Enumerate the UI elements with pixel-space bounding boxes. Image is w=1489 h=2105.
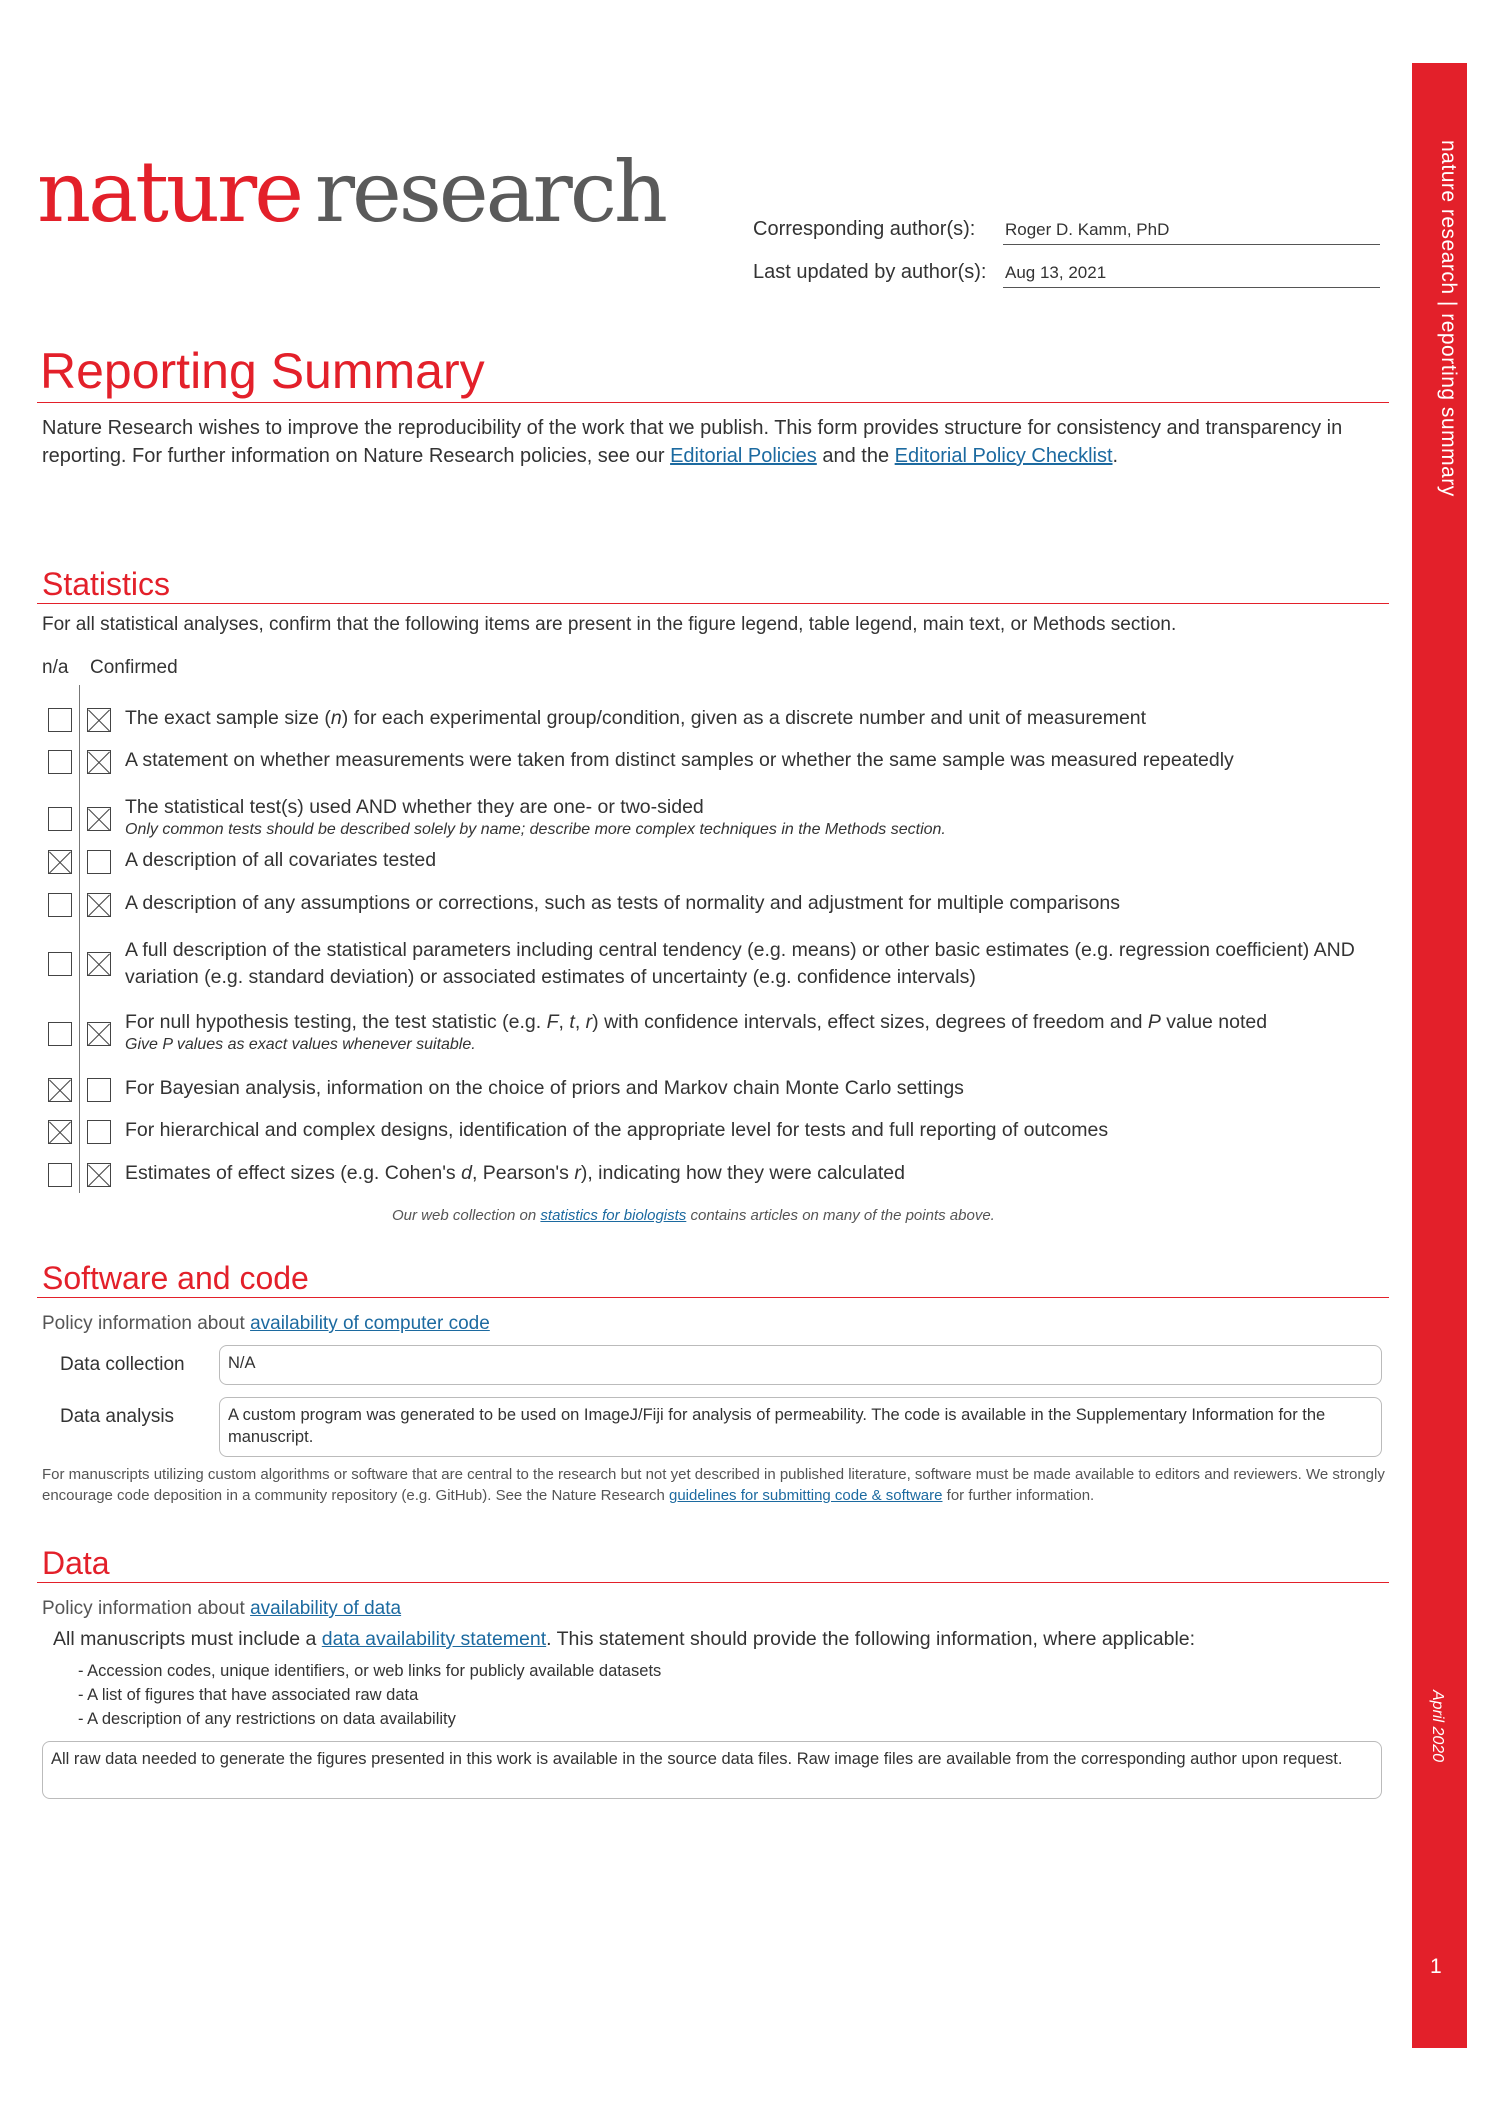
checklist-item-segment: ) for each experimental group/condition, given as a discrete number and unit of measurement <box>341 707 1147 729</box>
checklist-item-segment: For hierarchical and complex designs, identification of the appropriate level for tests and full reporting of outcomes <box>125 1119 1109 1141</box>
software-heading: Software and code <box>42 1260 309 1296</box>
sidebar-date: April 2020 <box>1429 1690 1446 1763</box>
checklist-item-segment: d <box>461 1162 472 1184</box>
checklist-item-note: Give P values as exact values whenever suitable. <box>125 1036 476 1053</box>
corresponding-author-field: Roger D. Kamm, PhD <box>1003 220 1380 245</box>
checklist-item-segment: ) with confidence intervals, effect sizes, degrees of freedom and <box>592 1011 1148 1033</box>
page-title: Reporting Summary <box>40 343 485 399</box>
checklist-item-segment: value noted <box>1160 1011 1268 1033</box>
software-policy: Policy information about availability of computer code <box>42 1313 490 1334</box>
corresponding-author-label: Corresponding author(s): <box>753 218 976 240</box>
nature-research-logo: nature research <box>37 143 665 241</box>
checklist-item-segment: A description of all covariates tested <box>125 849 437 871</box>
checklist-item-segment: F <box>546 1011 559 1033</box>
checklist-item-segment: r <box>585 1011 593 1033</box>
checklist-item-text <box>125 1009 1385 1054</box>
confirmed-checkbox[interactable] <box>87 1163 111 1187</box>
data-heading: Data <box>42 1545 110 1581</box>
data-availability-field[interactable]: All raw data needed to generate the figures presented in this work is available in the source data files. Raw image files are available from the corresponding author upon request. <box>42 1741 1382 1799</box>
checklist-item-segment: For Bayesian analysis, information on the choice of priors and Markov chain Monte Carlo settings <box>125 1077 964 1099</box>
data-analysis-label: Data analysis <box>60 1406 175 1427</box>
na-checkbox[interactable] <box>48 850 72 874</box>
page-number: 1 <box>1430 1955 1442 1978</box>
checklist-item-text <box>125 890 1385 917</box>
checklist-item-text <box>125 705 1385 732</box>
confirmed-checkbox[interactable] <box>87 893 111 917</box>
na-checkbox[interactable] <box>48 1163 72 1187</box>
checklist-item-segment: , <box>558 1011 570 1033</box>
data-bullet-list <box>78 1659 661 1731</box>
checklist-item-segment: A description of any assumptions or corrections, such as tests of normality and adjustment for multiple comparisons <box>125 892 1120 914</box>
column-divider <box>79 685 80 1193</box>
na-checkbox[interactable] <box>48 1022 72 1046</box>
checklist-item-segment: , <box>574 1011 586 1033</box>
na-checkbox[interactable] <box>48 807 72 831</box>
checklist-item-segment: For null hypothesis testing, the test statistic (e.g. <box>125 1011 547 1033</box>
data-analysis-field[interactable]: A custom program was generated to be used on ImageJ/Fiji for analysis of permeability. The code is available in the Supplementary Information for the manuscript. <box>219 1397 1382 1457</box>
data-collection-field[interactable]: N/A <box>219 1345 1382 1385</box>
data-statement: All manuscripts must include a data availability statement. This statement should provide the following information, where applicable: <box>53 1628 1196 1650</box>
checklist-item-text <box>125 1075 1385 1102</box>
confirmed-checkbox[interactable] <box>87 807 111 831</box>
checklist-item-segment: n <box>330 707 342 729</box>
data-rule <box>37 1582 1389 1583</box>
checklist-item-text <box>125 1117 1385 1144</box>
checklist-item-text <box>125 794 1385 839</box>
software-rule <box>37 1297 1389 1298</box>
checklist-item-segment: A statement on whether measurements were taken from distinct samples or whether the same sample was measured repeatedly <box>125 749 1234 771</box>
confirmed-checkbox[interactable] <box>87 1022 111 1046</box>
availability-of-data-link[interactable]: availability of data <box>250 1598 402 1619</box>
software-note: For manuscripts utilizing custom algorithms or software that are central to the research but not yet described in published literature, software must be made available to editors and reviewers. We strongly encourage code deposition in a community repository (e.g. GitHub). See the Nature Research guidelines for submitting code & software for further information. <box>42 1466 1385 1504</box>
na-checkbox[interactable] <box>48 1120 72 1144</box>
na-checkbox[interactable] <box>48 1078 72 1102</box>
checklist-item-segment: P <box>1147 1011 1161 1033</box>
confirmed-checkbox[interactable] <box>87 850 111 874</box>
na-checkbox[interactable] <box>48 708 72 732</box>
checklist-item-segment: r <box>574 1162 581 1184</box>
col-confirmed-label: Confirmed <box>90 657 178 678</box>
intro-paragraph: Nature Research wishes to improve the reproducibility of the work that we publish. This form provides structure for consistency and transparency in reporting. For further information on Nature Research policies, see our Editorial Policies and the Editorial Policy Checklist. <box>42 417 1343 467</box>
data-collection-label: Data collection <box>60 1354 185 1375</box>
checklist-item-segment: Estimates of effect sizes (e.g. Cohen's <box>125 1162 462 1184</box>
confirmed-checkbox[interactable] <box>87 708 111 732</box>
statistics-footnote: Our web collection on statistics for biologists contains articles on many of the points above. <box>392 1207 995 1224</box>
statistics-rule <box>37 603 1389 604</box>
confirmed-checkbox[interactable] <box>87 1120 111 1144</box>
title-rule <box>37 402 1389 403</box>
checklist-item-segment: t <box>569 1011 575 1033</box>
na-checkbox[interactable] <box>48 893 72 917</box>
list-item: - A description of any restrictions on data availability <box>78 1710 456 1728</box>
list-item: - Accession codes, unique identifiers, or web links for publicly available datasets <box>78 1662 662 1680</box>
last-updated-label: Last updated by author(s): <box>753 261 987 283</box>
confirmed-checkbox[interactable] <box>87 952 111 976</box>
checklist-item-segment: The exact sample size ( <box>125 707 331 729</box>
editorial-policy-checklist-link[interactable]: Editorial Policy Checklist <box>894 445 1113 467</box>
checklist-item-segment: , Pearson's <box>471 1162 575 1184</box>
checklist-item-text <box>125 747 1385 774</box>
statistics-for-biologists-link[interactable]: statistics for biologists <box>540 1207 687 1224</box>
checklist-item-text <box>125 937 1385 991</box>
data-availability-statement-link[interactable]: data availability statement <box>321 1628 547 1650</box>
availability-computer-code-link[interactable]: availability of computer code <box>250 1313 490 1334</box>
statistics-heading: Statistics <box>42 566 171 602</box>
editorial-policies-link[interactable]: Editorial Policies <box>670 445 817 467</box>
na-checkbox[interactable] <box>48 750 72 774</box>
checklist-item-segment: The statistical test(s) used AND whether they are one- or two-sided <box>125 796 704 818</box>
checklist-item-text <box>125 847 1385 874</box>
checklist-item-segment: A full description of the statistical parameters including central tendency (e.g. means) or other basic estimates (e.g. regression coefficient) AND variation (e.g. standard deviation) or associated estimates of uncertainty (e.g. confidence intervals) <box>125 939 1355 988</box>
checklist-item-note: Only common tests should be described solely by name; describe more complex techniques in the Methods section. <box>125 821 946 838</box>
checklist-item-segment: ), indicating how they were calculated <box>580 1162 905 1184</box>
col-na-label: n/a <box>42 657 69 678</box>
confirmed-checkbox[interactable] <box>87 1078 111 1102</box>
code-guidelines-link[interactable]: guidelines for submitting code & software <box>669 1487 943 1504</box>
last-updated-field: Aug 13, 2021 <box>1003 263 1380 288</box>
na-checkbox[interactable] <box>48 952 72 976</box>
list-item: - A list of figures that have associated raw data <box>78 1686 419 1704</box>
sidebar-title: nature research | reporting summary <box>1437 140 1460 497</box>
confirmed-checkbox[interactable] <box>87 750 111 774</box>
data-policy: Policy information about availability of data <box>42 1598 402 1619</box>
checklist-item-text <box>125 1160 1385 1187</box>
statistics-intro: For all statistical analyses, confirm that the following items are present in the figure legend, table legend, main text, or Methods section. <box>42 614 1177 635</box>
